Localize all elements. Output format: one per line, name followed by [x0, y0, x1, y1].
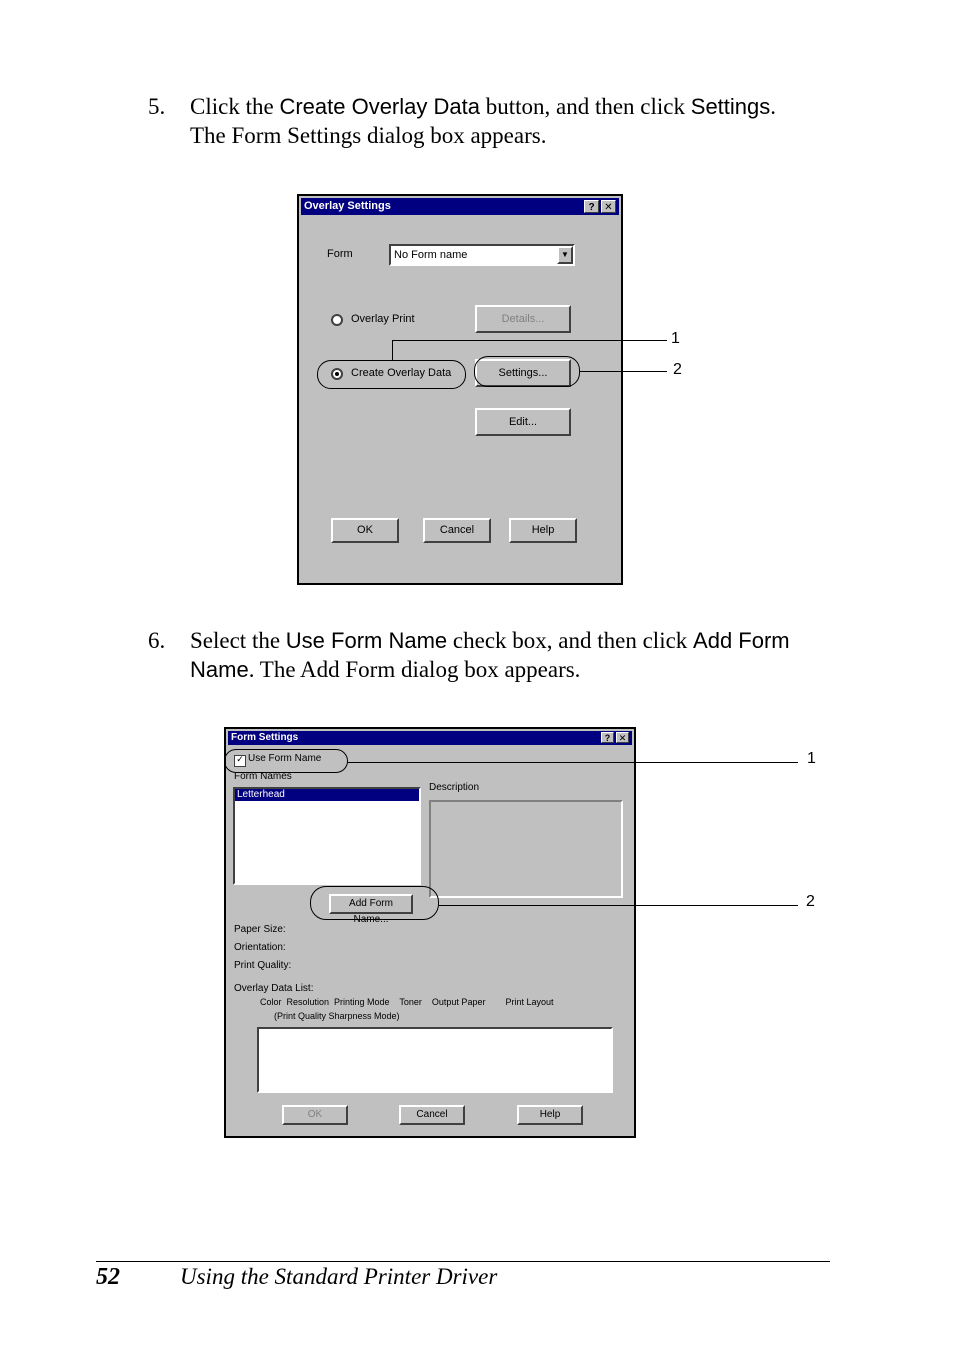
callout-number-2: 2 — [673, 361, 682, 378]
ui-term: Create Overlay Data — [279, 94, 480, 119]
title-text: Overlay Settings — [304, 200, 391, 212]
ui-term: Add Form — [693, 628, 790, 653]
ok-button[interactable]: OK — [331, 518, 399, 543]
page-number: 52 — [96, 1264, 120, 1290]
callout-number-2: 2 — [806, 893, 815, 910]
close-icon[interactable]: ✕ — [616, 732, 629, 743]
callout-number-1: 1 — [671, 330, 680, 347]
footer-rule — [96, 1261, 830, 1262]
running-title: Using the Standard Printer Driver — [180, 1264, 498, 1289]
leader-line — [580, 371, 667, 372]
text: button, and then click — [479, 94, 691, 119]
callout-circle-2 — [474, 356, 580, 387]
close-icon[interactable]: ✕ — [601, 200, 616, 213]
overlay-data-list[interactable] — [257, 1027, 613, 1093]
dialog-title — [301, 198, 619, 215]
text: check box, and then click — [447, 628, 694, 653]
dialog-title — [228, 731, 632, 745]
ok-button[interactable]: OK — [282, 1105, 348, 1125]
description-box — [429, 800, 623, 898]
overlay-print-radio[interactable] — [331, 314, 343, 326]
callout-circle-1 — [317, 360, 466, 389]
leader-line — [392, 340, 393, 360]
text: Click the — [190, 94, 280, 119]
cancel-button[interactable]: Cancel — [399, 1105, 465, 1125]
text: The Form Settings dialog box appears. — [190, 123, 547, 148]
use-form-name-checkbox[interactable]: ✓ — [234, 755, 246, 767]
overlay-settings-dialog — [297, 194, 623, 585]
ui-term: Name — [190, 657, 249, 682]
paper-size-label: Paper Size: — [234, 924, 286, 935]
use-form-name-label: Use Form Name — [248, 753, 322, 764]
text: . — [770, 94, 777, 119]
text: . The Add Form dialog box appears. — [248, 657, 581, 682]
step-text — [190, 626, 830, 684]
callout-circle-1 — [224, 749, 348, 773]
leader-line — [348, 762, 798, 763]
form-settings-dialog — [224, 727, 636, 1138]
step-text — [190, 92, 830, 150]
ui-term: Use Form Name — [285, 628, 448, 653]
form-select-value: No Form name — [394, 249, 468, 261]
form-names-list[interactable] — [233, 787, 421, 885]
print-quality-label: Print Quality: — [234, 960, 292, 971]
overlay-print-label: Overlay Print — [351, 313, 415, 325]
description-label: Description — [429, 782, 480, 793]
callout-circle-2 — [310, 886, 439, 920]
add-form-name-button[interactable]: Add Form Name... — [329, 894, 413, 914]
cancel-button[interactable]: Cancel — [423, 518, 491, 543]
details-button[interactable]: Details... — [475, 305, 571, 333]
ui-term: Settings — [690, 94, 771, 119]
create-overlay-data-label: Create Overlay Data — [351, 367, 452, 379]
step-number: 6. — [148, 628, 166, 653]
settings-button[interactable]: Settings... — [475, 359, 571, 387]
leader-line — [392, 340, 667, 341]
help-button[interactable]: Help — [509, 518, 577, 543]
text: Select the — [190, 628, 286, 653]
title-text: Form Settings — [231, 732, 299, 743]
step-number: 5. — [148, 94, 166, 119]
help-button[interactable]: Help — [517, 1105, 583, 1125]
form-label: Form — [327, 248, 353, 260]
chevron-down-icon[interactable]: ▼ — [557, 246, 573, 264]
form-select[interactable] — [389, 244, 575, 266]
list-column-subheader: (Print Quality Sharpness Mode) — [274, 1011, 400, 1021]
list-item[interactable]: Letterhead — [235, 789, 419, 801]
leader-line — [439, 905, 798, 906]
help-icon[interactable]: ? — [601, 732, 614, 743]
edit-button[interactable]: Edit... — [475, 408, 571, 436]
form-names-label: Form Names — [234, 771, 292, 782]
help-icon[interactable]: ? — [584, 200, 599, 213]
list-column-headers: Color Resolution Printing Mode Toner Output Paper Print Layout — [260, 997, 554, 1007]
orientation-label: Orientation: — [234, 942, 286, 953]
callout-number-1: 1 — [807, 750, 816, 767]
overlay-list-label: Overlay Data List: — [234, 983, 314, 994]
